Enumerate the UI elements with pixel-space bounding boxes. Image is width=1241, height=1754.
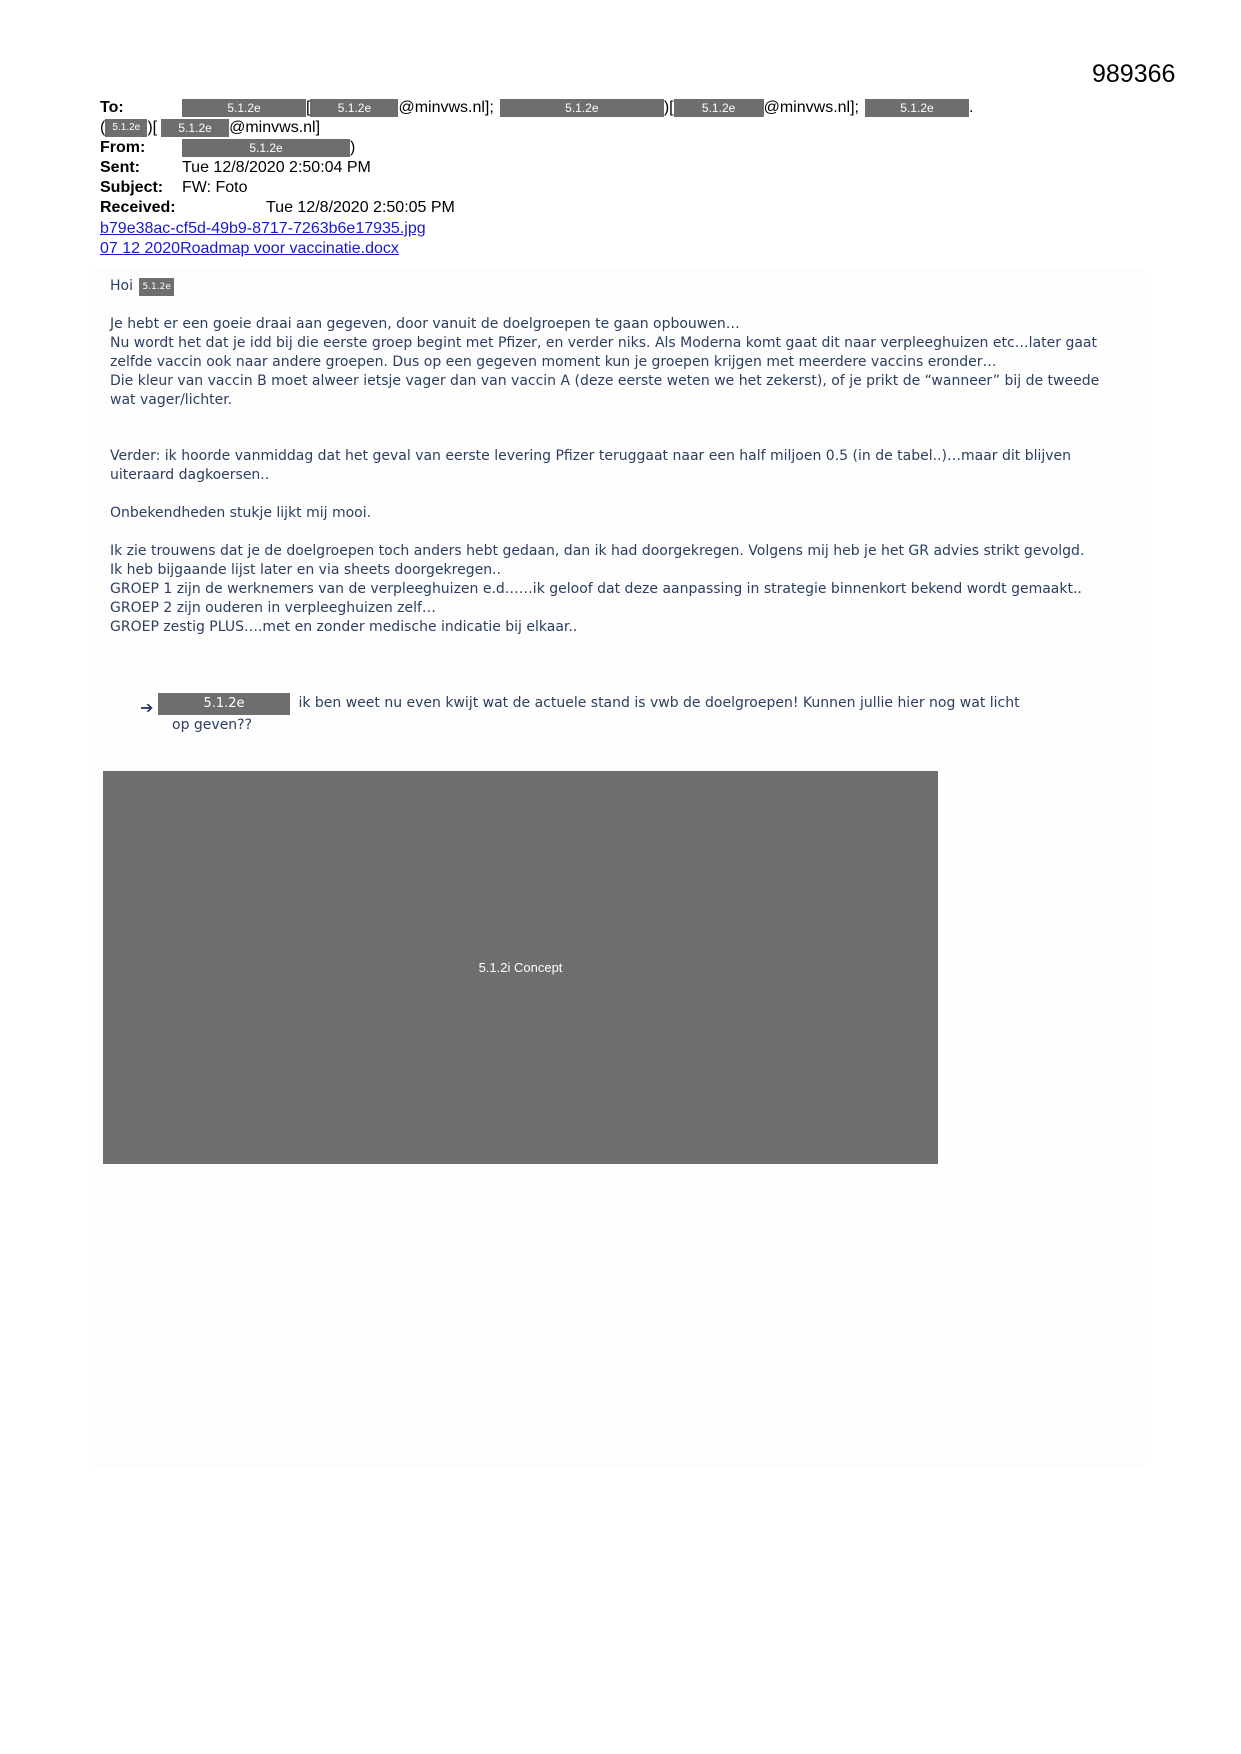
- to-domain: @minvws.nl]: [229, 119, 321, 136]
- message-line: Die kleur van vaccin B moet alweer ietsje vager dan van vaccin A (deze eerste weten we het zekerst), of je prikt de “wanneer” bij de tweede wat vager/lichter.: [110, 373, 1100, 408]
- redaction-block: 5.1.2e: [182, 99, 306, 117]
- sent-line: [100, 158, 371, 178]
- to-end: .: [968, 99, 974, 116]
- to-line: [100, 98, 973, 118]
- sent-label: Sent:: [100, 159, 140, 176]
- subject-value: FW: Foto: [182, 179, 248, 196]
- greeting-line: [110, 277, 1110, 296]
- redaction-block: 5.1.2e: [500, 99, 664, 117]
- redaction-block: 5.1.2e: [310, 99, 398, 117]
- arrow-text: ik ben weet nu even kwijt wat de actuele stand is vwb de doelgroepen! Kunnen jullie hier nog wat licht: [298, 695, 1020, 711]
- received-label: Received:: [100, 199, 176, 216]
- received-line: [100, 198, 455, 218]
- redaction-block: 5.1.2e: [105, 119, 147, 137]
- to-line-2: [100, 118, 320, 138]
- message-paragraph: [110, 504, 1110, 523]
- redaction-block: 5.1.2e: [182, 139, 350, 157]
- from-line: [100, 138, 355, 158]
- arrow-paragraph: [158, 693, 1108, 735]
- paren-open: (: [100, 119, 106, 136]
- received-value: Tue 12/8/2020 2:50:05 PM: [266, 199, 455, 216]
- message-paragraph: [110, 542, 1110, 637]
- redaction-block: 5.1.2e: [158, 693, 290, 715]
- redaction-block: 5.1.2e: [161, 119, 229, 137]
- message-line: GROEP 2 zijn ouderen in verpleeghuizen zelf…: [110, 600, 436, 616]
- message-line: Verder: ik hoorde vanmiddag dat het geval van eerste levering Pfizer teruggaat naar een half miljoen 0.5 (in de tabel..)…maar dit blijven uiteraard dagkoersen..: [110, 448, 1072, 483]
- greeting: Hoi: [110, 278, 133, 294]
- to-domain: @minvws.nl];: [398, 99, 494, 116]
- document-number: 989366: [1092, 60, 1176, 88]
- attachment-link[interactable]: 07 12 2020Roadmap voor vaccinatie.docx: [100, 240, 399, 257]
- arrow-text-continued: op geven??: [172, 717, 253, 733]
- redacted-image: [103, 771, 938, 1164]
- message-paragraph: [110, 447, 1110, 485]
- message-line: Je hebt er een goeie draai aan gegeven, door vanuit de doelgroepen te gaan opbouwen…: [110, 316, 740, 332]
- message-line: GROEP zestig PLUS….met en zonder medische indicatie bij elkaar..: [110, 619, 578, 635]
- subject-label: Subject:: [100, 179, 164, 196]
- to-bracket: [: [306, 99, 311, 116]
- to-label: To:: [100, 99, 124, 116]
- arrow-icon: ➔: [140, 700, 154, 717]
- attachment-link[interactable]: b79e38ac-cf5d-49b9-8717-7263b6e17935.jpg: [100, 220, 426, 237]
- redaction-block: 5.1.2e: [865, 99, 969, 117]
- redaction-block: 5.1.2e: [139, 278, 173, 296]
- to-domain: @minvws.nl];: [763, 99, 859, 116]
- subject-line: [100, 178, 248, 198]
- message-line: Nu wordt het dat je idd bij die eerste groep begint met Pfizer, en verder niks. Als Moderna komt gaat dit naar verpleeghuizen etc…later gaat zelfde vaccin ook naar andere groepen. Dus op een gegeven moment kun je groepen krijgen met meerdere vaccins eronder…: [110, 335, 1097, 370]
- message-line: GROEP 1 zijn de werknemers van de verpleeghuizen e.d……ik geloof dat deze aanpassing in strategie binnenkort bekend wordt gemaakt..: [110, 581, 1082, 597]
- message-line: Ik heb bijgaande lijst later en via sheets doorgekregen..: [110, 562, 501, 578]
- to-separator: )[: [663, 99, 674, 116]
- redaction-block: 5.1.2e: [674, 99, 764, 117]
- attachment-list: [100, 219, 426, 259]
- message-line: Ik zie trouwens dat je de doelgroepen toch anders hebt gedaan, dan ik had doorgekregen. Volgens mij heb je het GR advies strikt gevolgd.: [110, 543, 1085, 559]
- sent-value: Tue 12/8/2020 2:50:04 PM: [182, 159, 371, 176]
- to-separator: )[: [147, 119, 158, 136]
- message-paragraph: [110, 315, 1110, 410]
- redacted-image-label: 5.1.2i Concept: [478, 960, 563, 975]
- message-line: Onbekendheden stukje lijkt mij mooi.: [110, 505, 372, 521]
- from-label: From:: [100, 139, 146, 156]
- from-close: ): [350, 139, 356, 156]
